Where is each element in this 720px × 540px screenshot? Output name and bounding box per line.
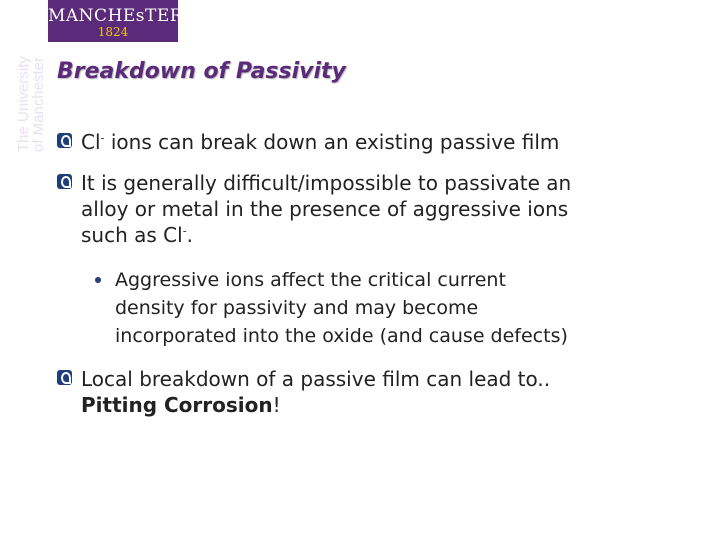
watermark-line-1: The University <box>15 56 32 152</box>
university-logo <box>48 0 184 42</box>
bullet-rest: ions can break down an existing passive film <box>104 130 560 154</box>
bullet-text <box>57 129 697 155</box>
checkbox-bullet-icon <box>57 370 72 385</box>
sub-bullet-aggressive-ions <box>95 266 705 350</box>
bullet-line-2 <box>57 392 697 418</box>
university-watermark <box>14 44 48 154</box>
bullet-line-2: alloy or metal in the presence of aggressive ions <box>81 197 569 221</box>
sub-bullet-line-1: Aggressive ions affect the critical current <box>115 269 506 291</box>
bullet-passivation-difficulty <box>57 170 697 248</box>
bullet-local-breakdown <box>57 366 697 418</box>
slide-title: Breakdown of Passivity <box>57 59 346 84</box>
exclamation: ! <box>272 393 281 417</box>
bullet-line-3-end: . <box>186 223 194 247</box>
logo-year: 1824 <box>97 25 129 39</box>
checkbox-bullet-icon <box>57 174 72 189</box>
bullet-line-1: Local breakdown of a passive film can lead to.. <box>81 367 551 391</box>
watermark-line-2: of Manchester <box>30 56 47 152</box>
sub-bullet-line-2: density for passivity and may become <box>115 297 479 319</box>
logo-name: MANCHEsTER <box>48 6 184 26</box>
bullet-line-3 <box>57 222 697 248</box>
charge-superscript: - <box>182 224 187 238</box>
chloride-symbol: Cl <box>81 130 101 154</box>
bullet-line-3-prefix: such as Cl <box>81 223 183 247</box>
checkbox-bullet-icon <box>57 133 72 148</box>
bullet-chloride-ions <box>57 129 697 155</box>
charge-superscript: - <box>100 131 105 145</box>
sub-bullet-line-3: incorporated into the oxide (and cause defects) <box>115 325 568 347</box>
bullet-line-1: It is generally difficult/impossible to passivate an <box>81 171 572 195</box>
dot-bullet-icon <box>95 277 101 283</box>
pitting-corrosion-term: Pitting Corrosion <box>81 393 273 417</box>
